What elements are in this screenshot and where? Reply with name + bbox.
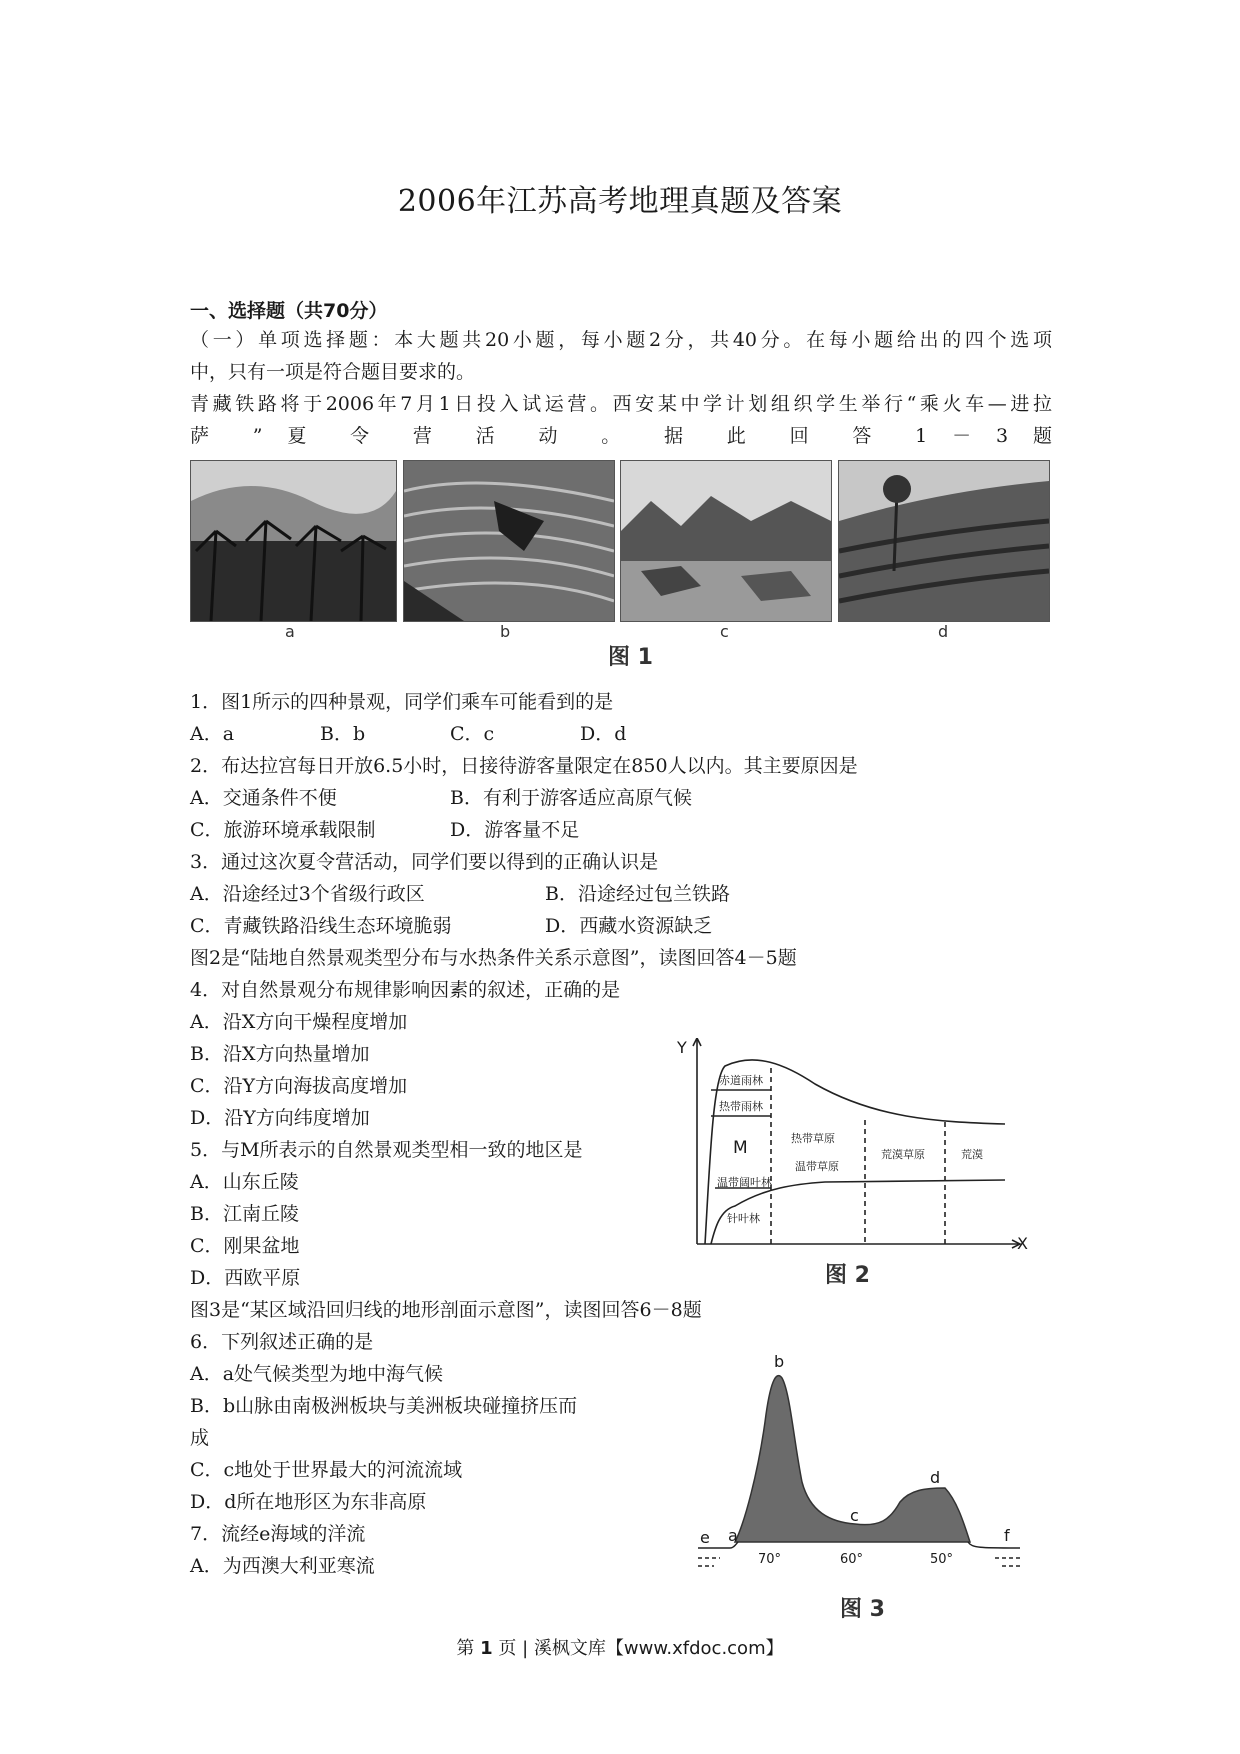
figure-3-caption: 图 3 — [840, 1597, 885, 1622]
zone-equatorial-rainforest: 赤道雨林 — [719, 1074, 763, 1087]
q4-option-c: C．沿Y方向海拔高度增加 — [190, 1075, 408, 1097]
q5-option-d: D．西欧平原 — [190, 1267, 301, 1289]
q6-option-c: C．c地处于世界最大的河流流域 — [190, 1459, 463, 1481]
section-heading: 一、选择题（共70分） — [190, 300, 388, 322]
photo-a — [190, 460, 397, 622]
section-intro-line2: 中，只有一项是符合题目要求的。 — [190, 361, 476, 383]
q3-stem: 3．通过这次夏令营活动，同学们要以得到的正确认识是 — [190, 851, 659, 873]
photo-label-d: d — [938, 622, 949, 641]
profile-point-a: a — [728, 1526, 738, 1545]
photo-d — [838, 460, 1050, 622]
profile-point-f: f — [1004, 1526, 1010, 1545]
q6-option-b-continued: 成 — [190, 1427, 210, 1449]
q2-options-row2 — [190, 818, 579, 842]
q5-stem: 5．与M所表示的自然景观类型相一致的地区是 — [190, 1139, 583, 1161]
photo-c — [620, 460, 832, 622]
figure-3-intro: 图3是“某区域沿回归线的地形剖面示意图”，读图回答6－8题 — [190, 1299, 702, 1321]
profile-point-b: b — [774, 1352, 785, 1371]
q7-stem: 7．流经e海域的洋流 — [190, 1523, 366, 1545]
q4-stem: 4．对自然景观分布规律影响因素的叙述，正确的是 — [190, 979, 621, 1001]
q3-options-row2 — [190, 914, 712, 938]
q6-option-d: D．d所在地形区为东非高原 — [190, 1491, 427, 1513]
figure-1 — [190, 460, 1050, 670]
q1-stem: 1．图1所示的四种景观，同学们乘车可能看到的是 — [190, 691, 614, 713]
passage-line2: 萨 ” 夏 令 营 活 动 。 据 此 回 答 1 － 3 题 — [190, 425, 1052, 447]
q1-option-c: C．c — [450, 723, 495, 745]
q5-option-b: B．江南丘陵 — [190, 1203, 299, 1225]
q3-options-row1 — [190, 882, 730, 906]
photo-label-b: b — [500, 622, 511, 641]
profile-point-c: c — [850, 1506, 859, 1525]
q2-option-b: B．有利于游客适应高原气候 — [450, 787, 692, 809]
zone-desert: 荒漠 — [961, 1148, 983, 1161]
figure-2 — [675, 1038, 1035, 1288]
longitude-60: 60° — [840, 1552, 864, 1567]
q1-option-d: D．d — [580, 723, 627, 745]
q5-option-c: C．刚果盆地 — [190, 1235, 300, 1257]
q5-option-a: A．山东丘陵 — [190, 1171, 299, 1193]
longitude-70: 70° — [758, 1552, 782, 1567]
q7-option-a: A．为西澳大利亚寒流 — [190, 1555, 375, 1577]
figure-3 — [690, 1352, 1030, 1622]
q1-options — [190, 722, 626, 746]
footer-suffix: 页 | 溪枫文库【www.xfdoc.com】 — [498, 1638, 784, 1659]
figure-1-caption: 图 1 — [608, 645, 653, 670]
q4-option-d: D．沿Y方向纬度增加 — [190, 1107, 370, 1129]
profile-point-d: d — [930, 1468, 941, 1487]
section-intro-line1: （一）单项选择题：本大题共20小题，每小题2分，共40分。在每小题给出的四个选项 — [190, 329, 1052, 351]
q3-option-a: A．沿途经过3个省级行政区 — [190, 883, 425, 905]
zone-desert-steppe: 荒漠草原 — [881, 1148, 925, 1161]
footer-prefix: 第 — [456, 1638, 475, 1659]
q1-option-a: A．a — [190, 723, 235, 745]
q4-option-a: A．沿X方向干燥程度增加 — [190, 1011, 408, 1033]
figure-2-intro: 图2是“陆地自然景观类型分布与水热条件关系示意图”，读图回答4－5题 — [190, 947, 797, 969]
q3-option-d: D．西藏水资源缺乏 — [545, 915, 713, 937]
figure-2-y-axis: Y — [677, 1038, 687, 1057]
page-title: 2006年江苏高考地理真题及答案 — [397, 184, 843, 219]
q4-option-b: B．沿X方向热量增加 — [190, 1043, 370, 1065]
zone-temperate-broadleaf: 温带阔叶林 — [717, 1176, 772, 1189]
q6-option-b: B．b山脉由南极洲板块与美洲板块碰撞挤压而 — [190, 1395, 578, 1417]
photo-label-c: c — [720, 622, 729, 641]
q6-stem: 6．下列叙述正确的是 — [190, 1331, 374, 1353]
q2-option-d: D．游客量不足 — [450, 819, 580, 841]
zone-coniferous-forest: 针叶林 — [727, 1212, 760, 1225]
footer-page-number: 1 — [480, 1638, 493, 1659]
q6-option-a: A．a处气候类型为地中海气候 — [190, 1363, 444, 1385]
photo-label-a: a — [285, 622, 295, 641]
figure-2-x-axis: X — [1017, 1234, 1028, 1253]
q2-options-row1 — [190, 786, 692, 810]
q3-option-c: C．青藏铁路沿线生态环境脆弱 — [190, 915, 452, 937]
q2-stem: 2．布达拉宫每日开放6.5小时，日接待游客量限定在850人以内。其主要原因是 — [190, 755, 858, 777]
photo-b — [403, 460, 615, 622]
page-footer — [0, 1634, 1240, 1660]
zone-temperate-grassland: 温带草原 — [795, 1160, 839, 1173]
zone-m: M — [733, 1138, 748, 1158]
q2-option-c: C．旅游环境承载限制 — [190, 819, 376, 841]
passage-line1: 青藏铁路将于2006年7月1日投入试运营。西安某中学计划组织学生举行“乘火车—进拉 — [190, 393, 1052, 415]
zone-tropical-savanna: 热带草原 — [791, 1132, 835, 1145]
zone-tropical-rainforest: 热带雨林 — [719, 1100, 763, 1113]
q1-option-b: B．b — [320, 723, 366, 745]
q2-option-a: A．交通条件不便 — [190, 787, 337, 809]
profile-point-e: e — [700, 1528, 710, 1547]
longitude-50: 50° — [930, 1552, 954, 1567]
figure-2-caption: 图 2 — [825, 1263, 870, 1288]
q3-option-b: B．沿途经过包兰铁路 — [545, 883, 730, 905]
